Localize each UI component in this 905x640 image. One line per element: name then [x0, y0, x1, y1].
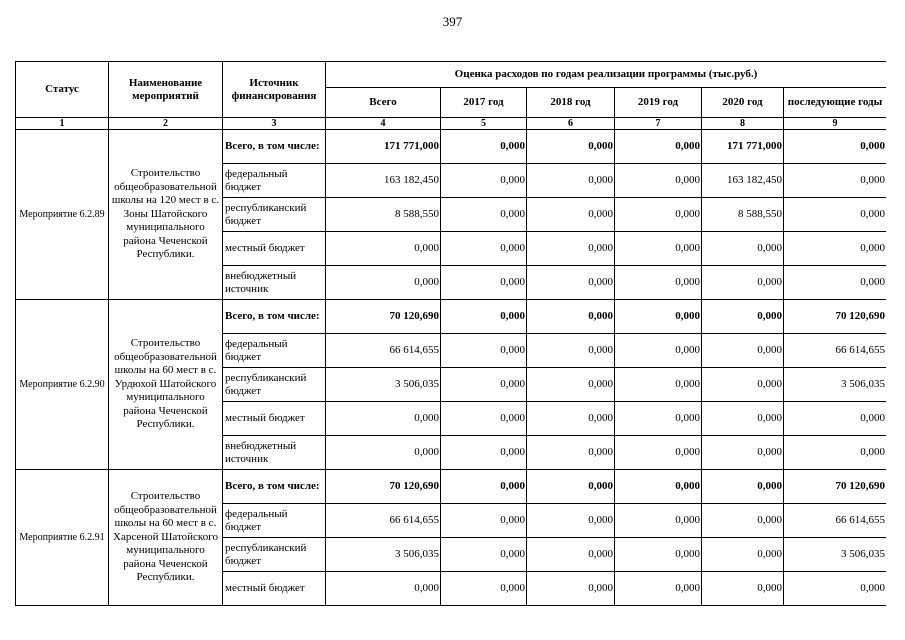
- funding-source: федеральный бюджет: [223, 164, 326, 198]
- header-status: Статус: [16, 62, 109, 118]
- amount-cell: 3 506,035: [326, 538, 441, 572]
- header-estimate: Оценка расходов по годам реализации программы (тыс.руб.): [326, 62, 887, 88]
- funding-source: федеральный бюджет: [223, 334, 326, 368]
- funding-source: Всего, в том числе:: [223, 130, 326, 164]
- amount-cell: 8 588,550: [326, 198, 441, 232]
- amount-cell: 0,000: [441, 402, 527, 436]
- funding-source: местный бюджет: [223, 402, 326, 436]
- amount-cell: 0,000: [615, 130, 702, 164]
- amount-cell: 0,000: [784, 198, 887, 232]
- amount-cell: 171 771,000: [702, 130, 784, 164]
- column-number: 7: [615, 118, 702, 130]
- amount-cell: 0,000: [615, 436, 702, 470]
- funding-source: внебюджетный источник: [223, 436, 326, 470]
- header-name: Наименование мероприятий: [109, 62, 223, 118]
- amount-cell: 0,000: [441, 368, 527, 402]
- amount-cell: 0,000: [527, 368, 615, 402]
- amount-cell: 0,000: [784, 572, 887, 606]
- table-body: [16, 130, 887, 606]
- amount-cell: 0,000: [441, 436, 527, 470]
- amount-cell: 0,000: [527, 232, 615, 266]
- amount-cell: 3 506,035: [784, 538, 887, 572]
- amount-cell: 0,000: [615, 572, 702, 606]
- amount-cell: 0,000: [527, 300, 615, 334]
- amount-cell: 70 120,690: [784, 300, 887, 334]
- amount-cell: 66 614,655: [784, 504, 887, 538]
- table-row: [16, 470, 887, 504]
- amount-cell: 0,000: [441, 538, 527, 572]
- header-year-later: последующие годы: [784, 88, 887, 118]
- measure-name: Строительство общеобразовательной школы на 60 мест в с. Харсеной Шатойского муниципального района Чеченской Республики.: [109, 470, 223, 606]
- column-number: 2: [109, 118, 223, 130]
- amount-cell: 0,000: [441, 164, 527, 198]
- funding-source: республиканский бюджет: [223, 538, 326, 572]
- amount-cell: 0,000: [702, 232, 784, 266]
- page-number: 397: [442, 14, 463, 29]
- amount-cell: 0,000: [527, 198, 615, 232]
- measure-status: Мероприятие 6.2.91: [16, 470, 109, 606]
- amount-cell: 0,000: [326, 232, 441, 266]
- amount-cell: 163 182,450: [326, 164, 441, 198]
- amount-cell: 0,000: [702, 266, 784, 300]
- amount-cell: 0,000: [527, 334, 615, 368]
- measure-name: Строительство общеобразовательной школы на 60 мест в с. Урдюхой Шатойского муниципального района Чеченской Республики.: [109, 300, 223, 470]
- measure-status: Мероприятие 6.2.90: [16, 300, 109, 470]
- funding-source: местный бюджет: [223, 572, 326, 606]
- amount-cell: 0,000: [615, 300, 702, 334]
- amount-cell: 3 506,035: [784, 368, 887, 402]
- amount-cell: 0,000: [441, 504, 527, 538]
- amount-cell: 0,000: [326, 436, 441, 470]
- table-row: [16, 300, 887, 334]
- amount-cell: 0,000: [702, 402, 784, 436]
- amount-cell: 0,000: [615, 334, 702, 368]
- amount-cell: 70 120,690: [326, 300, 441, 334]
- amount-cell: 66 614,655: [784, 334, 887, 368]
- amount-cell: 0,000: [441, 572, 527, 606]
- amount-cell: 163 182,450: [702, 164, 784, 198]
- amount-cell: 0,000: [326, 266, 441, 300]
- amount-cell: 0,000: [441, 470, 527, 504]
- amount-cell: 0,000: [527, 402, 615, 436]
- amount-cell: 0,000: [702, 300, 784, 334]
- amount-cell: 0,000: [784, 402, 887, 436]
- amount-cell: 0,000: [527, 164, 615, 198]
- amount-cell: 0,000: [702, 436, 784, 470]
- amount-cell: 0,000: [527, 572, 615, 606]
- amount-cell: 0,000: [784, 130, 887, 164]
- amount-cell: 0,000: [702, 572, 784, 606]
- funding-source: республиканский бюджет: [223, 368, 326, 402]
- amount-cell: 0,000: [784, 436, 887, 470]
- header-year-2019: 2019 год: [615, 88, 702, 118]
- measure-status: Мероприятие 6.2.89: [16, 130, 109, 300]
- amount-cell: 0,000: [527, 470, 615, 504]
- amount-cell: 0,000: [615, 504, 702, 538]
- amount-cell: 0,000: [702, 470, 784, 504]
- budget-table: [15, 61, 886, 606]
- amount-cell: 66 614,655: [326, 334, 441, 368]
- amount-cell: 0,000: [784, 266, 887, 300]
- amount-cell: 0,000: [441, 198, 527, 232]
- amount-cell: 0,000: [702, 334, 784, 368]
- amount-cell: 0,000: [527, 504, 615, 538]
- amount-cell: 0,000: [527, 130, 615, 164]
- amount-cell: 0,000: [441, 300, 527, 334]
- amount-cell: 0,000: [615, 232, 702, 266]
- amount-cell: 0,000: [527, 266, 615, 300]
- funding-source: внебюджетный источник: [223, 266, 326, 300]
- budget-table-wrapper: [15, 61, 886, 607]
- amount-cell: 171 771,000: [326, 130, 441, 164]
- amount-cell: 0,000: [784, 164, 887, 198]
- column-numbers-row: [16, 118, 887, 130]
- funding-source: Всего, в том числе:: [223, 470, 326, 504]
- column-number: 8: [702, 118, 784, 130]
- column-number: 9: [784, 118, 887, 130]
- header-year-2017: 2017 год: [441, 88, 527, 118]
- funding-source: Всего, в том числе:: [223, 300, 326, 334]
- column-number: 5: [441, 118, 527, 130]
- header-year-2018: 2018 год: [527, 88, 615, 118]
- amount-cell: 0,000: [615, 198, 702, 232]
- amount-cell: 0,000: [784, 232, 887, 266]
- amount-cell: 0,000: [527, 436, 615, 470]
- amount-cell: 0,000: [441, 334, 527, 368]
- amount-cell: 0,000: [615, 538, 702, 572]
- amount-cell: 66 614,655: [326, 504, 441, 538]
- amount-cell: 0,000: [702, 368, 784, 402]
- amount-cell: 0,000: [702, 538, 784, 572]
- amount-cell: 0,000: [527, 538, 615, 572]
- header-year-total: Всего: [326, 88, 441, 118]
- amount-cell: 0,000: [615, 266, 702, 300]
- column-number: 6: [527, 118, 615, 130]
- funding-source: федеральный бюджет: [223, 504, 326, 538]
- amount-cell: 0,000: [615, 164, 702, 198]
- amount-cell: 0,000: [702, 504, 784, 538]
- measure-name: Строительство общеобразовательной школы на 120 мест в с. Зоны Шатойского муниципального района Чеченской Республики.: [109, 130, 223, 300]
- amount-cell: 0,000: [615, 470, 702, 504]
- column-number: 4: [326, 118, 441, 130]
- amount-cell: 0,000: [615, 368, 702, 402]
- funding-source: республиканский бюджет: [223, 198, 326, 232]
- column-number: 1: [16, 118, 109, 130]
- amount-cell: 0,000: [441, 130, 527, 164]
- amount-cell: 0,000: [326, 402, 441, 436]
- header-year-2020: 2020 год: [702, 88, 784, 118]
- amount-cell: 0,000: [441, 232, 527, 266]
- table-row: [16, 130, 887, 164]
- amount-cell: 0,000: [326, 572, 441, 606]
- amount-cell: 70 120,690: [326, 470, 441, 504]
- amount-cell: 3 506,035: [326, 368, 441, 402]
- column-number: 3: [223, 118, 326, 130]
- amount-cell: 8 588,550: [702, 198, 784, 232]
- amount-cell: 70 120,690: [784, 470, 887, 504]
- amount-cell: 0,000: [441, 266, 527, 300]
- funding-source: местный бюджет: [223, 232, 326, 266]
- amount-cell: 0,000: [615, 402, 702, 436]
- header-source: Источник финансирования: [223, 62, 326, 118]
